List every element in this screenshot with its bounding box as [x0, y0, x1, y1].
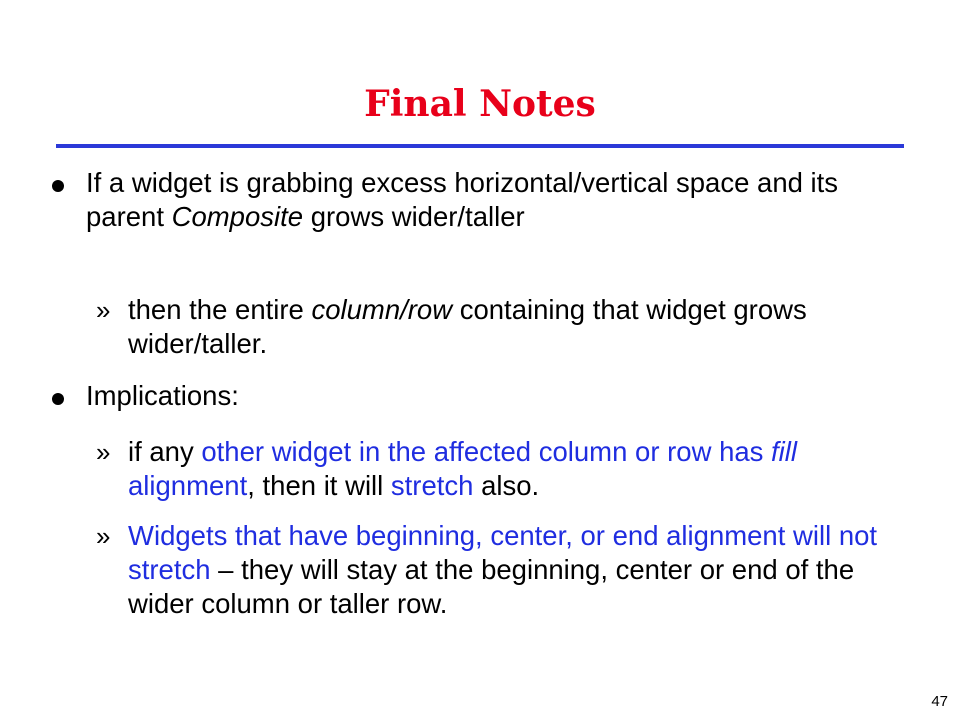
title-underline: [56, 144, 904, 148]
chevron-right-icon: »: [96, 521, 111, 551]
bullet-text-2: Implications:: [86, 380, 239, 411]
chevron-right-icon: »: [96, 295, 111, 325]
sub-text-3: Widgets that have beginning, center, or end alignment will not stretch – they will stay at the beginning, center or end of the wider column or taller row.: [128, 520, 878, 619]
bullet-dot-icon: [52, 180, 64, 192]
bullet-text-1: If a widget is grabbing excess horizontal/vertical space and its parent Composite grows wider/taller: [86, 167, 839, 232]
sub-text-1: then the entire column/row containing that widget grows wider/taller.: [128, 294, 807, 359]
slide-title: Final Notes: [364, 83, 596, 125]
page-number: 47: [931, 693, 948, 710]
chevron-right-icon: »: [96, 437, 111, 467]
bullet-dot-icon: [52, 393, 64, 405]
sub-text-2: if any other widget in the affected column or row has fill alignment, then it will stretch also.: [128, 436, 798, 501]
